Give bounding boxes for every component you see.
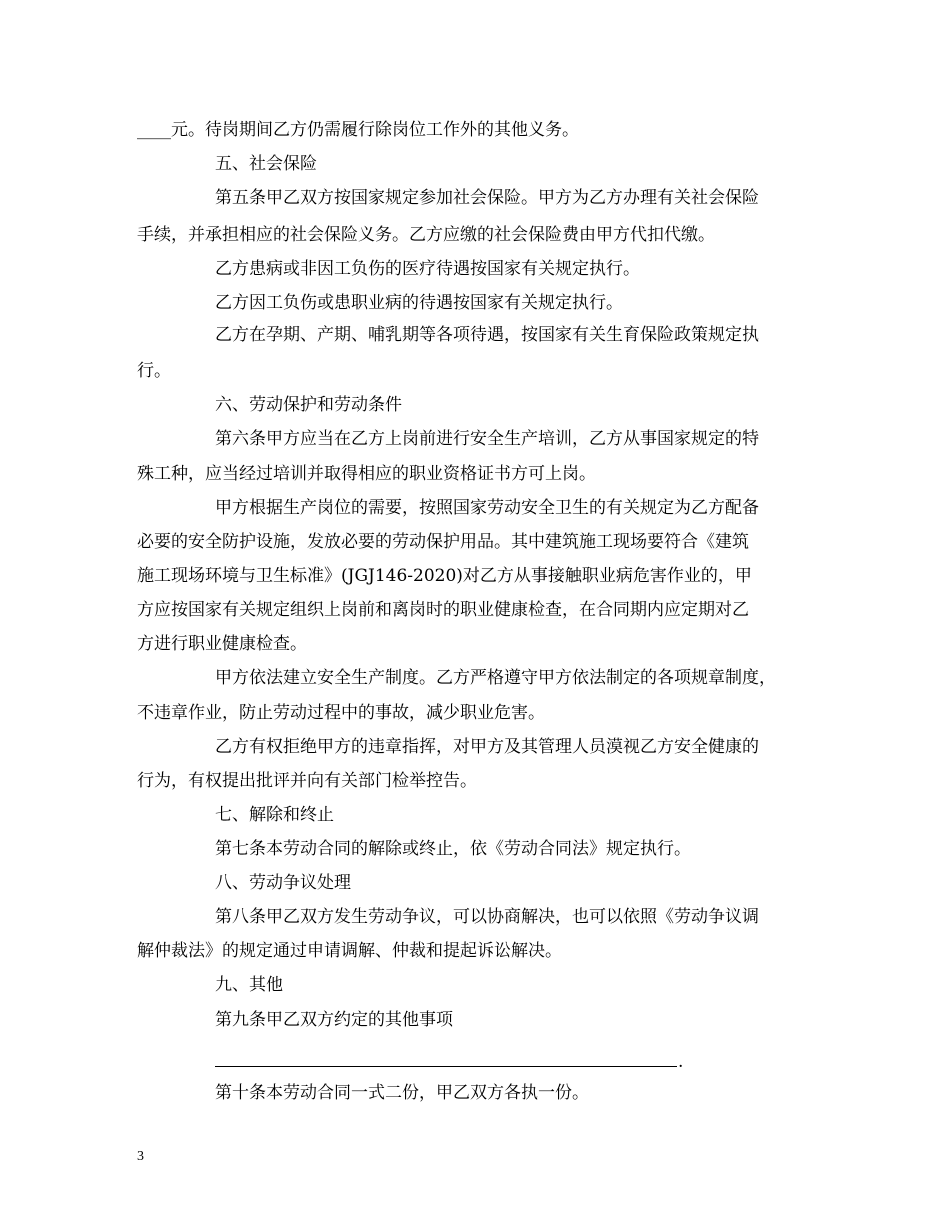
text-line: 甲方根据生产岗位的需要，按照国家劳动安全卫生的有关规定为乙方配备 [215,498,759,518]
section-heading: 七、解除和终止 [215,805,334,825]
text-line: ____元。待岗期间乙方仍需履行除岗位工作外的其他义务。 [137,120,579,140]
text-line: 乙方患病或非因工负伤的医疗待遇按国家有关规定执行。 [215,259,640,279]
text-line: 不违章作业，防止劳动过程中的事故，减少职业危害。 [137,703,545,723]
section-heading: 八、劳动争议处理 [215,873,351,893]
fill-in-blank-line [215,1066,677,1067]
text-line: 方进行职业健康检查。 [137,634,307,654]
text-line: 乙方在孕期、产期、哺乳期等各项待遇，按国家有关生育保险政策规定执 [215,325,759,345]
text-line: 第六条甲方应当在乙方上岗前进行安全生产培训，乙方从事国家规定的特 [215,429,759,449]
section-heading: 六、劳动保护和劳动条件 [215,395,402,415]
text-line: 乙方因工负伤或患职业病的待遇按国家有关规定执行。 [215,293,623,313]
text-line: 行为，有权提出批评并向有关部门检举控告。 [137,771,477,791]
text-line: 第七条本劳动合同的解除或终止，依《劳动合同法》规定执行。 [215,839,691,859]
text-line: 第十条本劳动合同一式二份，甲乙双方各执一份。 [215,1083,589,1103]
page-number: 3 [137,1149,144,1164]
text-line: 解仲裁法》的规定通过申请调解、仲裁和提起诉讼解决。 [137,941,562,961]
text-line: 乙方有权拒绝甲方的违章指挥，对甲方及其管理人员漠视乙方安全健康的 [215,737,759,757]
section-heading: 九、其他 [215,975,283,995]
text-line: 手续，并承担相应的社会保险义务。乙方应缴的社会保险费由甲方代扣代缴。 [137,225,715,245]
text-line: 第五条甲乙双方按国家规定参加社会保险。甲方为乙方办理有关社会保险 [215,188,759,208]
blank-terminator: . [678,1052,684,1072]
text-line: 行。 [137,361,171,381]
text-line: 第八条甲乙双方发生劳动争议，可以协商解决，也可以依照《劳动争议调 [215,907,759,927]
text-line: 第九条甲乙双方约定的其他事项 [215,1010,453,1030]
text-line: 必要的安全防护设施，发放必要的劳动保护用品。其中建筑施工现场要符合《建筑 [137,532,749,552]
text-line: 方应按国家有关规定组织上岗前和离岗时的职业健康检查，在合同期内应定期对乙 [137,600,749,620]
text-line: 施工现场环境与卫生标准》(JGJ146-2020)对乙方从事接触职业病危害作业的，甲 [137,566,752,586]
section-heading: 五、社会保险 [215,154,317,174]
text-line: 殊工种，应当经过培训并取得相应的职业资格证书方可上岗。 [137,464,596,484]
text-line: 甲方依法建立安全生产制度。乙方严格遵守甲方依法制定的各项规章制度， [215,668,776,688]
